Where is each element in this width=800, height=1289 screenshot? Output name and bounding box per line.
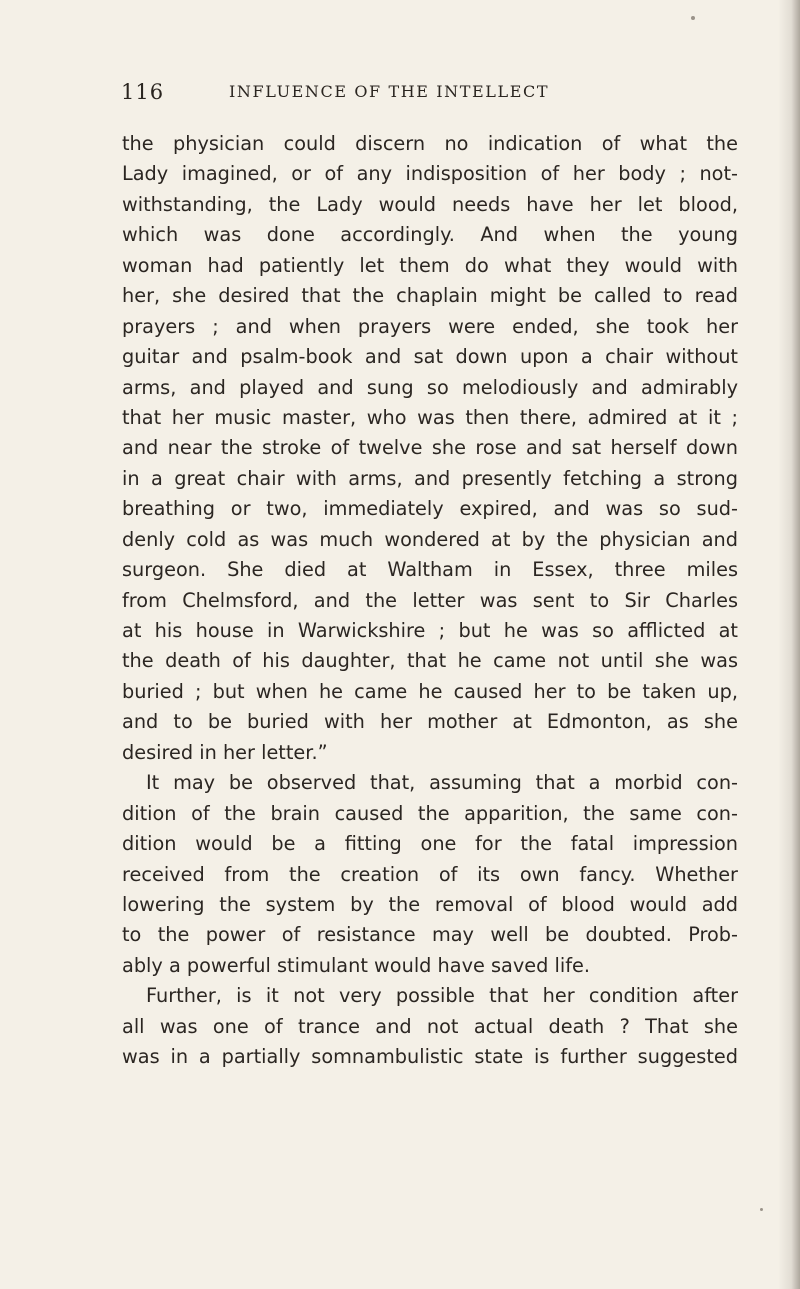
text-line: woman had patiently let them do what they would with bbox=[122, 253, 738, 277]
body-text bbox=[122, 129, 738, 1073]
text-line: desired in her letter.” bbox=[122, 740, 328, 764]
paper-speck bbox=[691, 16, 695, 20]
text-line: that her music master, who was then there, admired at it ; bbox=[122, 405, 738, 429]
text-line: and near the stroke of twelve she rose and sat herself down bbox=[122, 436, 738, 460]
text-line: dition of the brain caused the apparition, the same con- bbox=[122, 801, 738, 825]
text-line: all was one of trance and not actual death ? That she bbox=[122, 1014, 738, 1038]
text-line: was in a partially somnambulistic state is further suggested bbox=[122, 1045, 738, 1069]
text-line: denly cold as was much wondered at by the physician and bbox=[122, 527, 738, 551]
text-line: ably a powerful stimulant would have saved life. bbox=[122, 953, 590, 977]
text-line: breathing or two, immediately expired, and was so sud- bbox=[122, 497, 738, 521]
text-line: It may be observed that, assuming that a morbid con- bbox=[146, 771, 738, 795]
paper-speck bbox=[760, 1208, 763, 1211]
text-line: received from the creation of its own fancy. Whether bbox=[122, 862, 738, 886]
text-line: to the power of resistance may well be doubted. Prob- bbox=[122, 923, 738, 947]
text-line: her, she desired that the chaplain might be called to read bbox=[122, 284, 738, 308]
text-line: in a great chair with arms, and presently fetching a strong bbox=[122, 466, 738, 490]
text-line: which was done accordingly. And when the young bbox=[122, 223, 738, 247]
text-line: arms, and played and sung so melodiously and admirably bbox=[122, 375, 738, 399]
page-number: 116 bbox=[121, 80, 165, 104]
text-line: and to be buried with her mother at Edmonton, as she bbox=[122, 710, 738, 734]
text-line: the death of his daughter, that he came not until she was bbox=[122, 649, 738, 673]
text-line: withstanding, the Lady would needs have her let blood, bbox=[122, 192, 738, 216]
text-line: the physician could discern no indication of what the bbox=[122, 132, 738, 155]
text-line: from Chelmsford, and the letter was sent to Sir Charles bbox=[122, 588, 738, 612]
text-line: prayers ; and when prayers were ended, she took her bbox=[122, 314, 738, 338]
page-edge-shadow bbox=[778, 0, 800, 1289]
text-line: Further, is it not very possible that her condition after bbox=[146, 984, 738, 1008]
text-line: dition would be a fitting one for the fatal impression bbox=[122, 832, 738, 856]
text-line: Lady imagined, or of any indisposition of her body ; not- bbox=[122, 162, 738, 186]
text-line: buried ; but when he came he caused her to be taken up, bbox=[122, 679, 738, 703]
text-line: at his house in Warwickshire ; but he was so afflicted at bbox=[122, 619, 738, 642]
running-title: INFLUENCE OF THE INTELLECT bbox=[229, 82, 550, 101]
text-line: lowering the system by the removal of blood would add bbox=[122, 892, 738, 916]
running-header bbox=[121, 80, 760, 110]
text-line: guitar and psalm-book and sat down upon a chair without bbox=[122, 345, 738, 369]
text-line: surgeon. She died at Waltham in Essex, three miles bbox=[122, 558, 738, 582]
